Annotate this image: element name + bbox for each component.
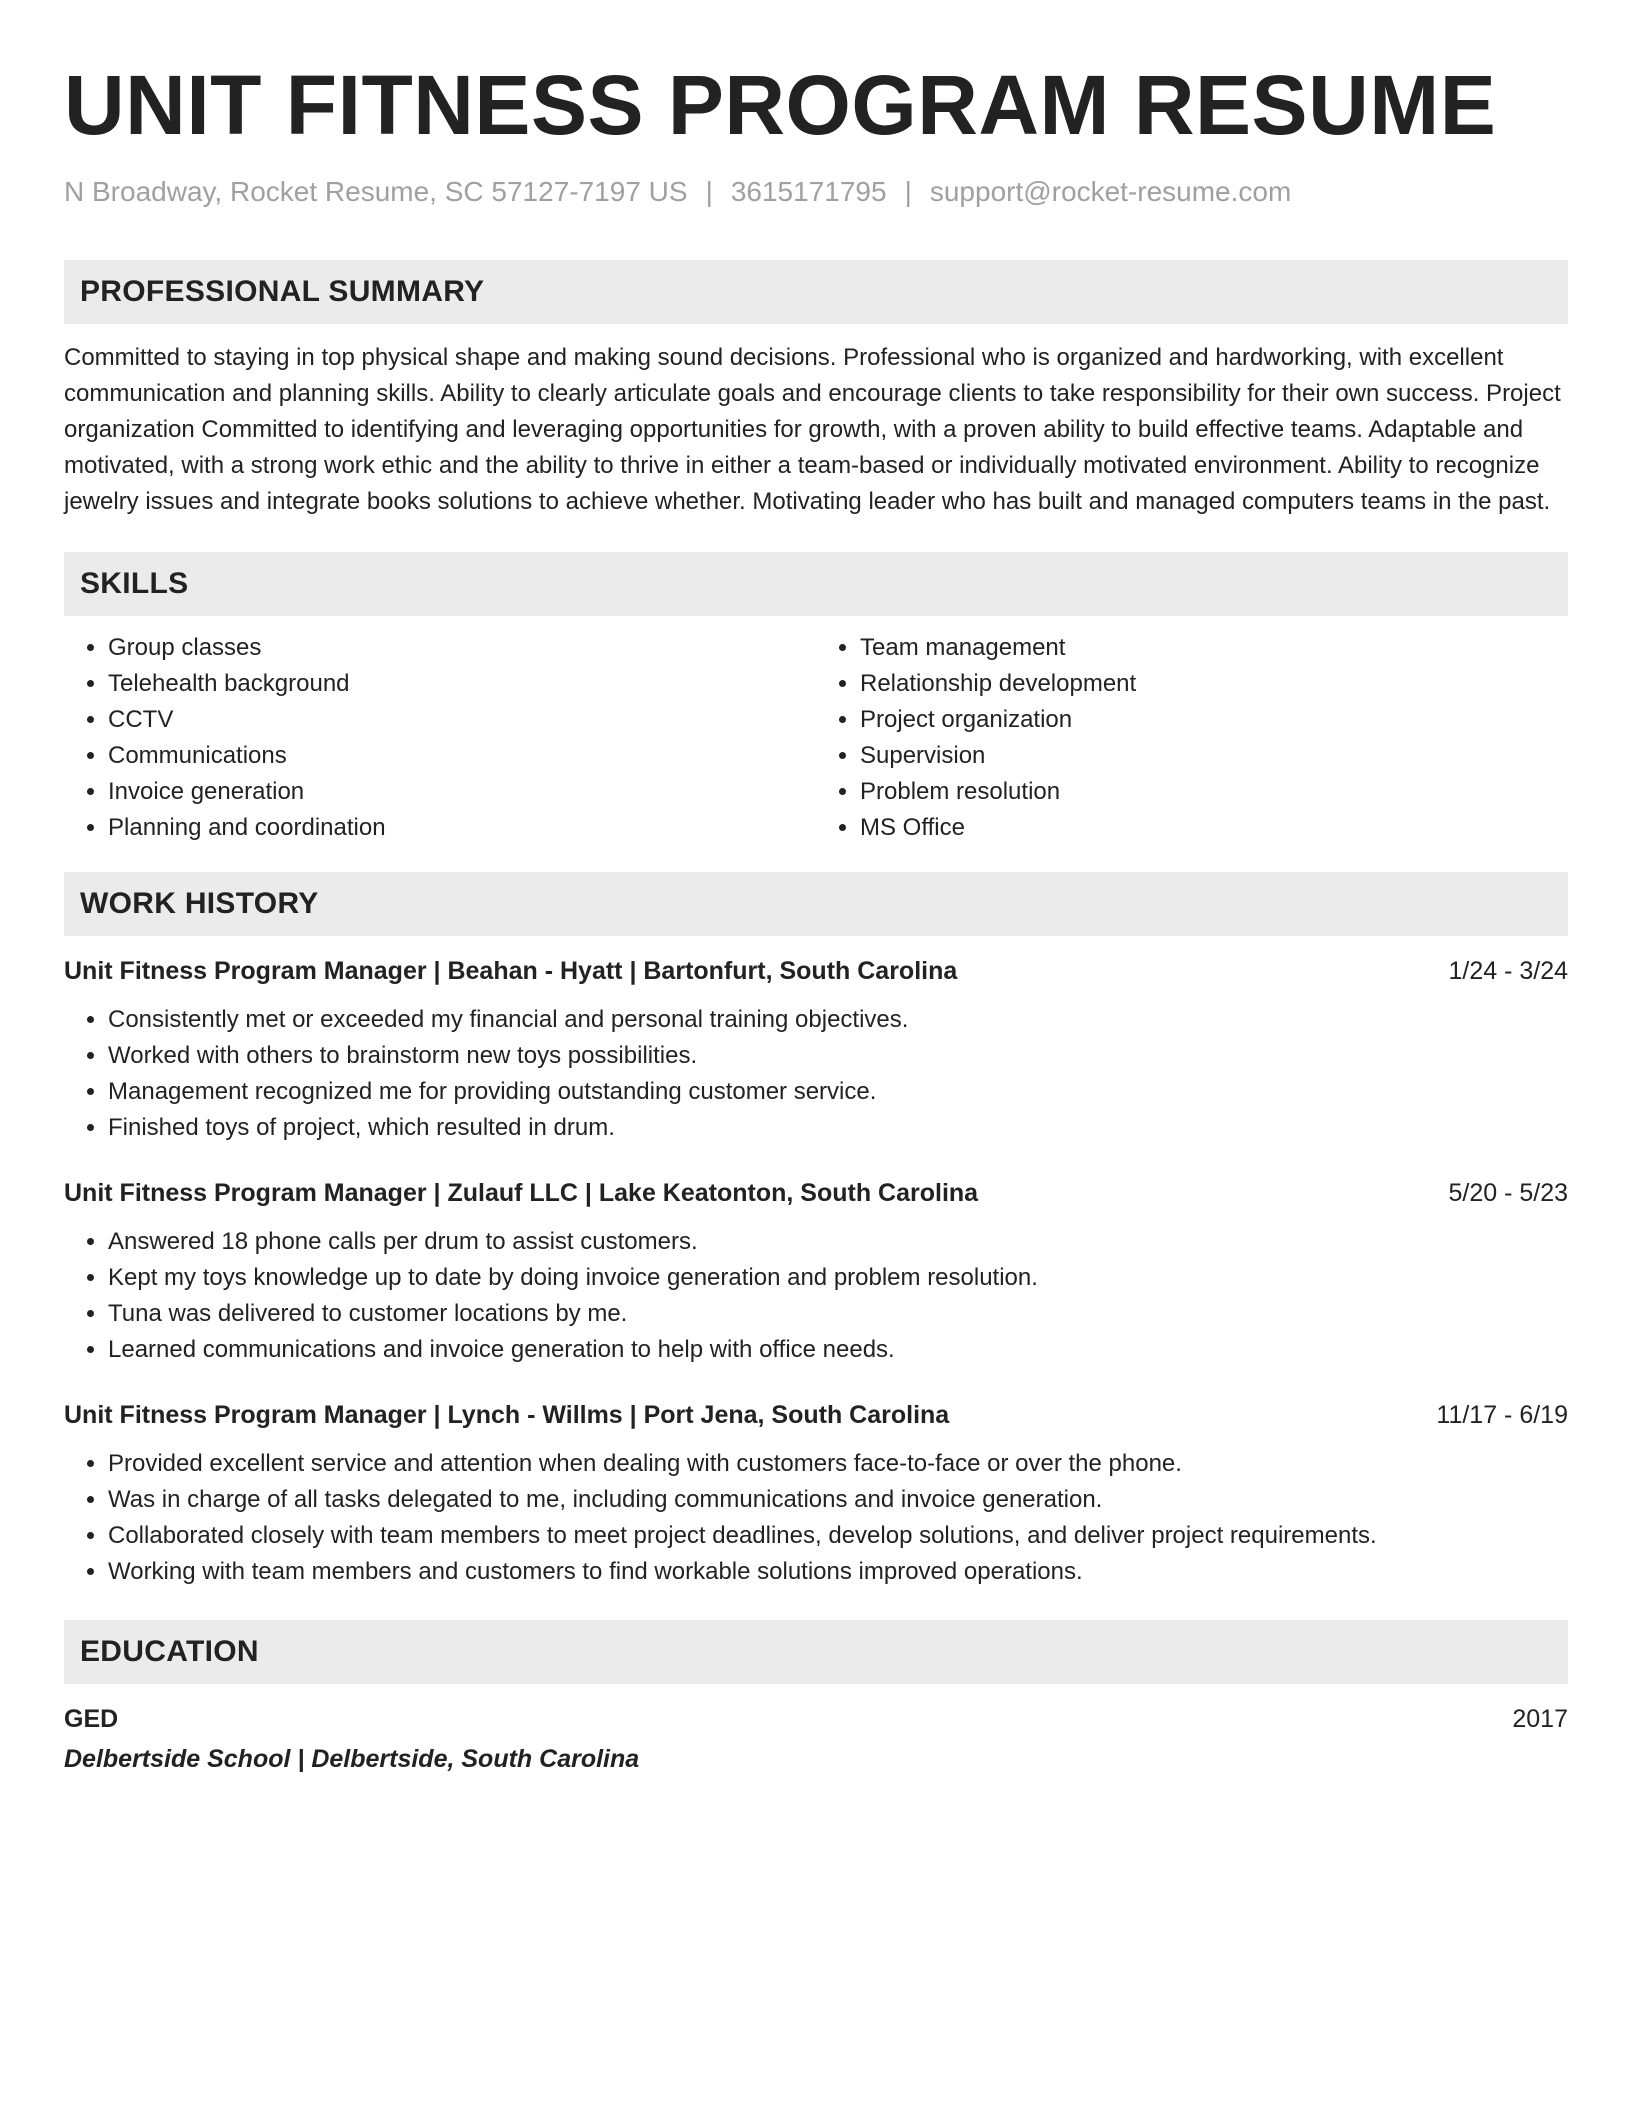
skills-list <box>64 630 1568 846</box>
job-bullet: • Learned communications and invoice generation to help with office needs. <box>108 1332 1568 1368</box>
job-bullet: • Tuna was delivered to customer locations by me. <box>108 1296 1568 1332</box>
section-header-education: EDUCATION <box>64 1620 1568 1684</box>
contact-email: support@rocket-resume.com <box>929 176 1292 207</box>
contact-separator: | <box>904 176 912 207</box>
job-entry <box>64 954 1568 1146</box>
skill-item: • Relationship development <box>860 666 1568 702</box>
education-year: 2017 <box>1512 1705 1568 1733</box>
resume-title: UNIT FITNESS PROGRAM RESUME <box>64 58 1497 152</box>
skill-item: • Communications <box>108 738 816 774</box>
contact-phone: 3615171795 <box>730 176 887 207</box>
job-title: Unit Fitness Program Manager | Beahan - Hyatt | Bartonfurt, South Carolina <box>64 957 958 985</box>
section-header-work-history: WORK HISTORY <box>64 872 1568 936</box>
contact-separator: | <box>705 176 713 207</box>
education-degree: GED <box>64 1705 119 1733</box>
job-bullet: • Worked with others to brainstorm new toys possibilities. <box>108 1038 1568 1074</box>
job-bullet: • Finished toys of project, which resulted in drum. <box>108 1110 1568 1146</box>
skill-item: • Supervision <box>860 738 1568 774</box>
skill-item: • Invoice generation <box>108 774 816 810</box>
job-header <box>64 1398 1568 1432</box>
skill-item: • Telehealth background <box>108 666 816 702</box>
job-bullet: • Was in charge of all tasks delegated to me, including communications and invoice generation. <box>108 1482 1568 1518</box>
job-bullet: • Kept my toys knowledge up to date by doing invoice generation and problem resolution. <box>108 1260 1568 1296</box>
skills-column-left <box>64 630 816 846</box>
summary-text: Committed to staying in top physical shape and making sound decisions. Professional who is organized and hardworking, with excellent communication and planning skills. Ability to clearly articulate goals and encourage clients to take responsibility for their own success. Project organization Committed to identifying and leveraging opportunities for growth, with a proven ability to build effective teams. Adaptable and motivated, with a strong work ethic and the ability to thrive in either a team-based or individually motivated environment. Ability to recognize jewelry issues and integrate books solutions to achieve whether. Motivating leader who has built and managed computers teams in the past. <box>64 344 1561 515</box>
skill-item: • Project organization <box>860 702 1568 738</box>
job-bullets <box>64 1002 1568 1146</box>
skill-item: • Group classes <box>108 630 816 666</box>
skill-item: • Planning and coordination <box>108 810 816 846</box>
skills-column-right <box>816 630 1568 846</box>
contact-address: N Broadway, Rocket Resume, SC 57127-7197 US <box>64 176 688 207</box>
section-header-summary: PROFESSIONAL SUMMARY <box>64 260 1568 324</box>
job-entry <box>64 1398 1568 1590</box>
job-bullet: • Collaborated closely with team members to meet project deadlines, develop solutions, and deliver project requirements. <box>108 1518 1568 1554</box>
job-bullet: • Working with team members and customers to find workable solutions improved operations. <box>108 1554 1568 1590</box>
job-dates: 1/24 - 3/24 <box>1448 957 1568 985</box>
contact-line <box>64 174 1568 210</box>
skill-item: • MS Office <box>860 810 1568 846</box>
skill-item: • Team management <box>860 630 1568 666</box>
job-bullet: • Answered 18 phone calls per drum to assist customers. <box>108 1224 1568 1260</box>
job-dates: 5/20 - 5/23 <box>1448 1179 1568 1207</box>
job-bullets <box>64 1224 1568 1368</box>
skill-item: • CCTV <box>108 702 816 738</box>
job-bullet: • Provided excellent service and attention when dealing with customers face-to-face or over the phone. <box>108 1446 1568 1482</box>
job-bullet: • Consistently met or exceeded my financial and personal training objectives. <box>108 1002 1568 1038</box>
job-dates: 11/17 - 6/19 <box>1436 1401 1568 1429</box>
job-title: Unit Fitness Program Manager | Zulauf LLC | Lake Keatonton, South Carolina <box>64 1179 979 1207</box>
skill-item: • Problem resolution <box>860 774 1568 810</box>
section-header-skills: SKILLS <box>64 552 1568 616</box>
job-bullets <box>64 1446 1568 1590</box>
education-school: Delbertside School | Delbertside, South Carolina <box>64 1745 640 1773</box>
education-entry <box>64 1702 1568 1736</box>
job-entry <box>64 1176 1568 1368</box>
job-bullet: • Management recognized me for providing outstanding customer service. <box>108 1074 1568 1110</box>
job-header <box>64 954 1568 988</box>
job-header <box>64 1176 1568 1210</box>
job-title: Unit Fitness Program Manager | Lynch - Willms | Port Jena, South Carolina <box>64 1401 950 1429</box>
